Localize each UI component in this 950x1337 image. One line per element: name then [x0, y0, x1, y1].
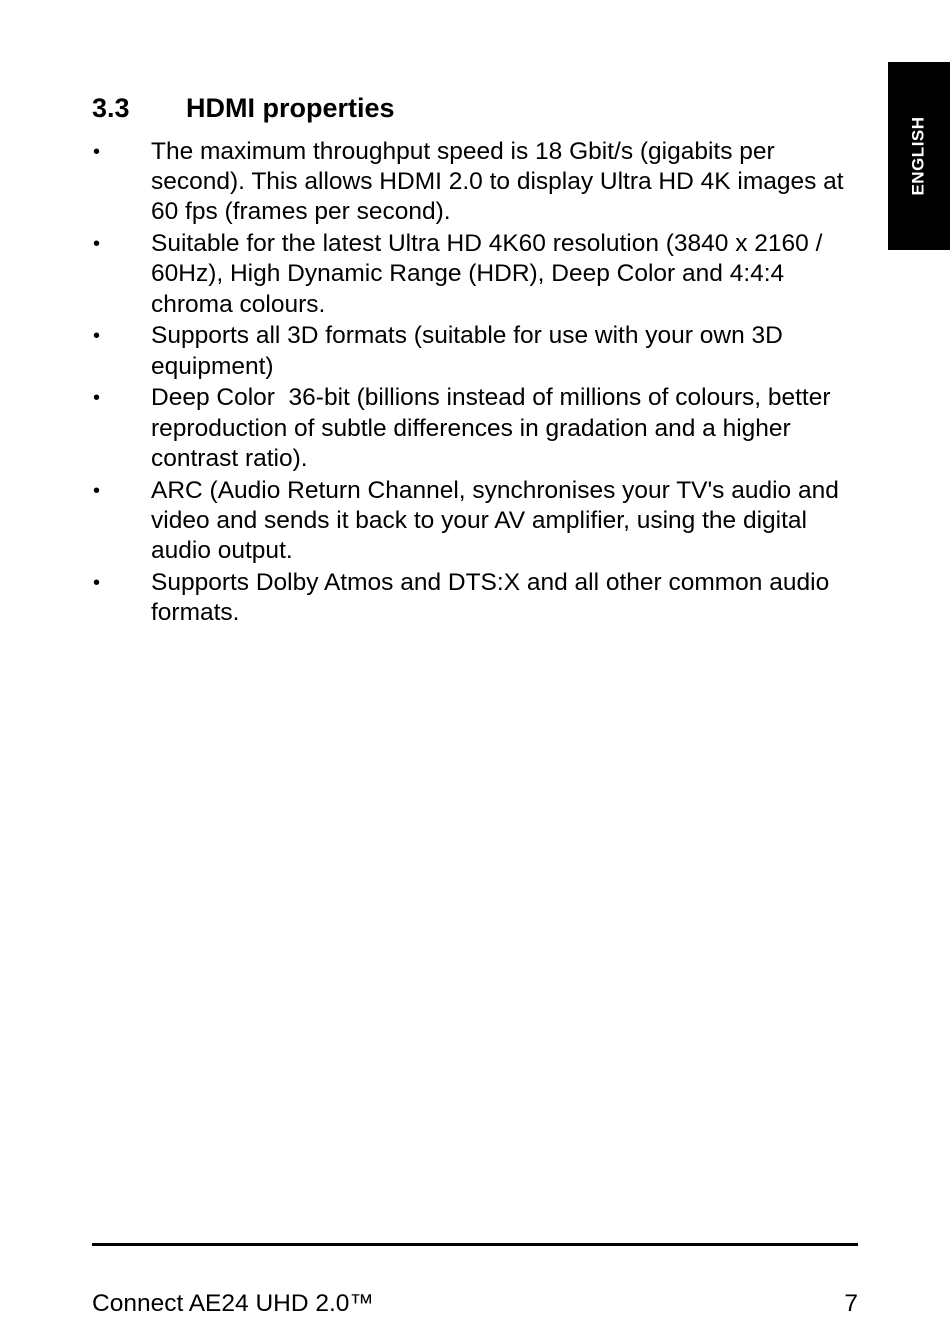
list-item-text: Supports Dolby Atmos and DTS:X and all other common audio formats.	[151, 568, 830, 627]
bullet-icon: •	[93, 233, 101, 256]
page-number: 7	[844, 1290, 858, 1317]
list-item-text: Deep Color 36-bit (billions instead of millions of colours, better reproduction of subtle differences in gradation and a higher contrast ratio).	[151, 384, 838, 472]
section-number: 3.3	[92, 93, 130, 123]
list-item-text: Suitable for the latest Ultra HD 4K60 resolution (3840 x 2160 / 60Hz), High Dynamic Range (HDR), Deep Color and 4:4:4 chroma colours.	[151, 230, 823, 318]
language-tab-label: ENGLISH	[909, 116, 928, 196]
footer-product-name: Connect AE24 UHD 2.0™	[92, 1290, 374, 1317]
list-item	[92, 476, 862, 567]
list-item	[92, 229, 862, 320]
list-item-text: ARC (Audio Return Channel, synchronises your TV's audio and video and sends it back to your AV amplifier, using the digital audio output.	[151, 476, 839, 565]
list-item-text: Supports all 3D formats (suitable for use with your own 3D equipment)	[151, 322, 783, 380]
bullet-icon: •	[93, 387, 101, 410]
section-heading	[92, 92, 395, 124]
list-item	[92, 383, 862, 474]
list-item	[92, 321, 862, 381]
bullet-icon: •	[93, 141, 101, 163]
list-item	[92, 568, 862, 628]
footer-divider	[92, 1243, 858, 1246]
list-item	[92, 137, 862, 228]
bullet-icon: •	[93, 479, 101, 502]
list-item-text: The maximum throughput speed is 18 Gbit/s (gigabits per second). This allows HDMI 2.0 to display Ultra HD 4K images at 60 fps (frames per second).	[151, 138, 844, 226]
bullet-icon: •	[93, 325, 101, 348]
language-tab	[888, 62, 950, 250]
section-title: HDMI properties	[186, 93, 395, 123]
bullet-icon: •	[93, 571, 101, 594]
hdmi-properties-list	[92, 137, 862, 630]
